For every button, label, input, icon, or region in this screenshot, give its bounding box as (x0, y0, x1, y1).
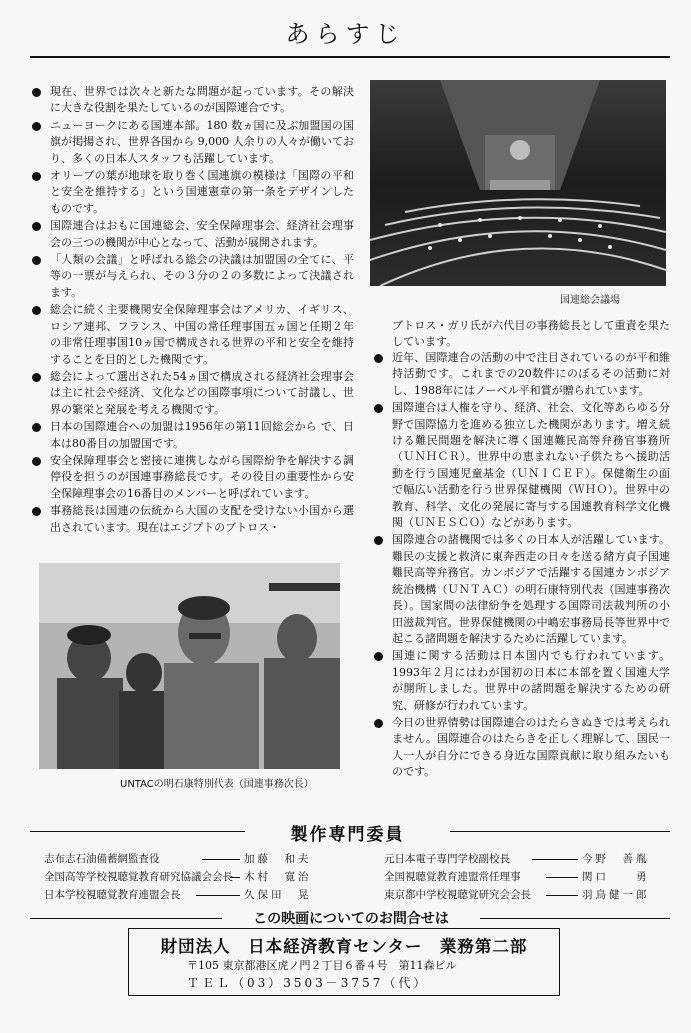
bullet-icon (374, 536, 383, 545)
untac-photo (39, 563, 340, 769)
synopsis-left-column (32, 84, 354, 537)
staff-role: 全国視聴覚教育連盟常任理事 (384, 871, 521, 883)
staff-role: 元日本電子専門学校副校長 (384, 853, 510, 865)
synopsis-item: ニューヨークにある国連本部。180 数ヵ国に及ぶ加盟国の国旗が掲揚され、世界各国から 9,000 人余りの人々が働いており、多くの日本人スタッフも活躍しています。 (32, 118, 354, 167)
staff-row (44, 868, 344, 886)
synopsis-item: オリーブの葉が地球を取り巻く国連旗の模様は「国際の平和と安全を維持する」という国連憲章の第一条をデザインしたものです。 (32, 168, 354, 217)
divider (480, 918, 670, 919)
staff-name: 今野 善胤 (582, 853, 650, 865)
bullet-icon (32, 172, 41, 181)
synopsis-item: 国際連合の諸機関では多くの日本人が活躍しています。難民の支援と救済に東奔西走の日々を送る緒方貞子国連難民高等弁務官。カンボジアで活躍する国連カンボジア統治機構（ＵＮＴＡＣ）の明石康特別代表（国連事務次長）。国家間の法律紛争を処理する国際司法裁判所の小田滋裁判官。世界保健機関の中嶋宏事務局長等世界中で起こる諸問題を解決するために活躍しています。 (374, 532, 670, 647)
staff-list-right (384, 850, 674, 904)
assembly-hall-image (370, 80, 666, 286)
staff-row (44, 850, 344, 868)
leader-line (230, 877, 240, 878)
synopsis-item: 「人類の会議」と呼ばれる総会の決議は加盟国の全てに、平等の一票が与えられ、その３分の２の多数によって決議されます。 (32, 252, 354, 301)
leader-line (546, 895, 578, 896)
staff-title: 製作専門委員 (290, 825, 405, 845)
bullet-icon (374, 719, 383, 728)
staff-name: 羽鳥健一郎 (582, 889, 650, 901)
bullet-icon (32, 222, 41, 231)
bullet-icon (32, 373, 41, 382)
synopsis-item: 今日の世界情勢は国際連合のはたらきぬきでは考えられません。国際連合のはたらきを正しく理解して、国民一人一人が自分にできる身近な国際貢献に取り組みたいものです。 (374, 715, 670, 781)
staff-row (384, 868, 674, 886)
staff-name: 加藤 和夫 (244, 853, 312, 865)
staff-name: 木村 寛治 (244, 871, 312, 883)
staff-name: 久保田 晃 (244, 889, 312, 901)
staff-role: 日本学校視聴覚教育連盟会長 (44, 889, 181, 901)
photo1-caption: 国連総会議場 (560, 295, 620, 306)
synopsis-item: 国際連合は人権を守り、経済、社会、文化等あらゆる分野で国際協力を進める独立した機関があります。増え続ける難民問題を解決に導く国連難民高等弁務官事務所（ＵＮＨＣＲ）。世界中の恵まれない子供たちへ援助活動を行う国連児童基金（ＵＮＩＣＥＦ）。保健衛生の面で幅広い活動を行う世界保健機関（ＷＨＯ）。世界中の教育、科学、文化の発展に寄与する国連教育科学文化機関（ＵＮＥＳＣＯ）などがあります。 (374, 400, 670, 531)
synopsis-item: 日本の国際連合への加盟は1956年の第11回総会から で、日本は80番目の加盟国です。 (32, 419, 354, 452)
bullet-icon (374, 652, 383, 661)
synopsis-item: 近年、国際連合の活動の中で注目されているのが平和維持活動です。これまでの20数件にのぼるその活動に対し、1988年にはノーベル平和賞が贈られています。 (374, 350, 670, 399)
organization-name: 財団法人 日本経済教育センター 業務第二部 (160, 937, 528, 956)
bullet-icon (32, 88, 41, 97)
contact-box (128, 928, 560, 996)
photo2-caption: UNTACの明石康特別代表（国連事務次長） (120, 779, 314, 790)
staff-row (44, 886, 344, 904)
staff-role: 全国高等学校視聴覚教育研究協議会会長 (44, 871, 233, 883)
synopsis-right-continuation: ブトロス・ガリ氏が六代目の事務総長として重責を果たしています。 (392, 319, 670, 349)
staff-name: 関口 勇 (582, 871, 650, 883)
divider (450, 831, 670, 832)
synopsis-right-column (374, 350, 670, 782)
bullet-icon (32, 423, 41, 432)
bullet-icon (32, 457, 41, 466)
staff-role: 志布志石油備蓄網監査役 (44, 853, 160, 865)
bullet-icon (374, 354, 383, 363)
address: 〒105 東京都港区虎ノ門２丁目６番４号 第11森ビル (187, 959, 457, 972)
contact-heading (30, 908, 670, 930)
leader-line (202, 859, 240, 860)
bullet-icon (32, 256, 41, 265)
synopsis-item: 総会に続く主要機関安全保障理事会はアメリカ、イギリス、ロシア連邦、フランス、中国の常任理事国五ヵ国と任期２年の非常任理事国10ヵ国で構成される世界の平和と安全を維持することを目的とした機関です。 (32, 302, 354, 368)
contact-title: この映画についてのお問合せは (253, 911, 449, 927)
leader-line (196, 895, 240, 896)
untac-officials-image (39, 563, 340, 769)
staff-list-left (44, 850, 344, 904)
title-rule (30, 56, 670, 58)
bullet-icon (32, 507, 41, 516)
synopsis-item: 国際連合はおもに国連総会、安全保障理事会、経済社会理事会の三つの機関が中心となって、活動が展開されます。 (32, 218, 354, 251)
bullet-icon (32, 306, 41, 315)
leader-line (546, 877, 578, 878)
synopsis-item: 国連に関する活動は日本国内でも行われています。1993年２月にはわが国初の日本に本部を置く国連大学が開所しました。世界中の諸問題を解決するための研究、研修が行われています。 (374, 648, 670, 714)
staff-heading (30, 820, 670, 844)
synopsis-item: 事務総長は国連の伝統から大国の支配を受けない小国から選出されています。現在はエジプトのブトロス・ (32, 503, 354, 536)
staff-row (384, 850, 674, 868)
staff-role: 東京都中学校視聴覚研究会会長 (384, 889, 531, 901)
synopsis-item: 安全保障理事会と密接に連携しながら国際紛争を解決する調停役を担うのが国連事務総長です。その役目の重要性から安全保障理事会の16番目のメンバーと呼ばれています。 (32, 453, 354, 502)
page-title: あらすじ (285, 20, 406, 48)
bullet-icon (32, 122, 41, 131)
telephone: ＴＥＬ（03）3503－3757（代） (187, 976, 429, 990)
bullet-icon (374, 404, 383, 413)
staff-row (384, 886, 674, 904)
general-assembly-photo (370, 80, 666, 286)
divider (30, 831, 245, 832)
leader-line (532, 859, 578, 860)
synopsis-item: 総会によって選出された54ヵ国で構成される経済社会理事会は主に社会や経済、文化などの国際事項について討議し、世界の繁栄と発展を考える機関です。 (32, 369, 354, 418)
synopsis-item: 現在、世界では次々と新たな問題が起っています。その解決に大きな役割を果たしているのが国際連合です。 (32, 84, 354, 117)
divider (30, 918, 222, 919)
